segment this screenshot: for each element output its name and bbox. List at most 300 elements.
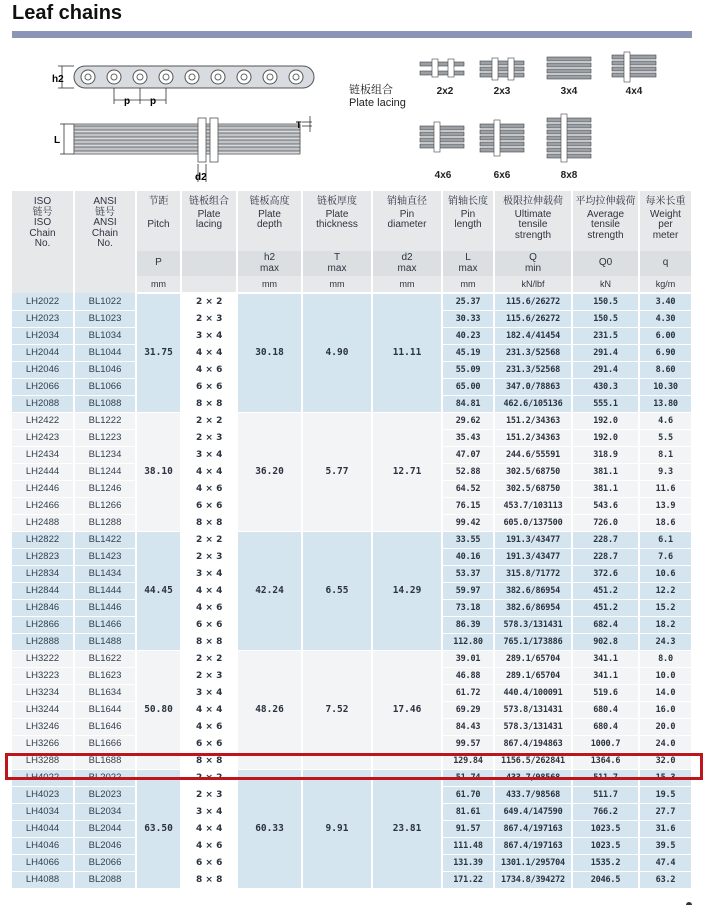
lacing-en2: lacing bbox=[195, 219, 223, 230]
unit-pitch: mm bbox=[136, 276, 181, 293]
cell-weight: 32.0 bbox=[639, 752, 692, 769]
cell-lacing: 2 × 3 bbox=[181, 310, 237, 327]
lacing-icon-4x4 bbox=[612, 52, 656, 82]
unit-depth: mm bbox=[237, 276, 302, 293]
cell-ansi-chain: BL1223 bbox=[74, 429, 136, 446]
ult-en2: tensile bbox=[518, 219, 548, 230]
cell-iso-chain: LH2444 bbox=[12, 463, 74, 480]
cell-pin-length: 40.23 bbox=[442, 327, 494, 344]
cell-ultimate-strength: 867.4/197163 bbox=[494, 837, 572, 854]
cell-weight: 10.6 bbox=[639, 565, 692, 582]
cell-iso-chain: LH2046 bbox=[12, 361, 74, 378]
unit-average: kN bbox=[572, 276, 639, 293]
cell-lacing: 6 × 6 bbox=[181, 854, 237, 871]
cell-average-strength: 150.5 bbox=[572, 293, 639, 310]
cell-iso-chain: LH3223 bbox=[12, 667, 74, 684]
cell-lacing: 4 × 6 bbox=[181, 718, 237, 735]
col-lacing bbox=[181, 191, 237, 251]
cell-ansi-chain: BL1046 bbox=[74, 361, 136, 378]
cell-ultimate-strength: 347.0/78863 bbox=[494, 378, 572, 395]
cell-pitch: 63.50 bbox=[136, 769, 181, 888]
cell-weight: 16.0 bbox=[639, 701, 692, 718]
chain-side-view bbox=[74, 66, 314, 88]
cell-ultimate-strength: 433.7/98568 bbox=[494, 769, 572, 786]
cell-pin-length: 129.84 bbox=[442, 752, 494, 769]
cell-ansi-chain: BL1022 bbox=[74, 293, 136, 310]
cell-weight: 27.7 bbox=[639, 803, 692, 820]
cell-lacing: 3 × 4 bbox=[181, 327, 237, 344]
cell-lacing: 2 × 2 bbox=[181, 412, 237, 429]
dim-T-label: T bbox=[296, 120, 302, 130]
cell-ultimate-strength: 433.7/98568 bbox=[494, 786, 572, 803]
iso-h1: ISO bbox=[33, 196, 52, 207]
cell-ansi-chain: BL1444 bbox=[74, 582, 136, 599]
cell-pin-diameter: 14.29 bbox=[372, 531, 442, 650]
cell-ultimate-strength: 462.6/105136 bbox=[494, 395, 572, 412]
cell-weight: 3.40 bbox=[639, 293, 692, 310]
cell-ultimate-strength: 382.6/86954 bbox=[494, 599, 572, 616]
lacing-name-8x8: 8x8 bbox=[560, 170, 578, 181]
cell-pin-length: 35.43 bbox=[442, 429, 494, 446]
cell-pin-length: 111.48 bbox=[442, 837, 494, 854]
cell-pin-length: 39.01 bbox=[442, 650, 494, 667]
cell-ultimate-strength: 578.3/131431 bbox=[494, 616, 572, 633]
cell-average-strength: 1364.6 bbox=[572, 752, 639, 769]
lacing-icon-2x2 bbox=[420, 59, 464, 77]
cell-iso-chain: LH4044 bbox=[12, 820, 74, 837]
cell-iso-chain: LH2434 bbox=[12, 446, 74, 463]
cell-ansi-chain: BL1088 bbox=[74, 395, 136, 412]
cell-average-strength: 766.2 bbox=[572, 803, 639, 820]
cell-ansi-chain: BL1222 bbox=[74, 412, 136, 429]
weight-en1: Weight bbox=[650, 208, 681, 220]
cell-ultimate-strength: 302.5/68750 bbox=[494, 463, 572, 480]
ult-en3: strength bbox=[514, 229, 552, 241]
cell-pin-length: 112.80 bbox=[442, 633, 494, 650]
cell-iso-chain: LH2466 bbox=[12, 497, 74, 514]
cell-iso-chain: LH2034 bbox=[12, 327, 74, 344]
ult-sym1: Q bbox=[529, 252, 537, 263]
cell-pin-length: 69.29 bbox=[442, 701, 494, 718]
cell-ansi-chain: BL1266 bbox=[74, 497, 136, 514]
cell-average-strength: 291.4 bbox=[572, 344, 639, 361]
cell-average-strength: 192.0 bbox=[572, 429, 639, 446]
cell-iso-chain: LH3222 bbox=[12, 650, 74, 667]
cell-weight: 6.00 bbox=[639, 327, 692, 344]
cell-iso-chain: LH2088 bbox=[12, 395, 74, 412]
cell-weight: 15.3 bbox=[639, 769, 692, 786]
iso-h3: ISO bbox=[33, 217, 52, 228]
cell-ultimate-strength: 289.1/65704 bbox=[494, 667, 572, 684]
cell-iso-chain: LH2023 bbox=[12, 310, 74, 327]
cell-weight: 5.5 bbox=[639, 429, 692, 446]
unit-pin-length: mm bbox=[442, 276, 494, 293]
cell-pin-length: 73.18 bbox=[442, 599, 494, 616]
cell-pin-length: 65.00 bbox=[442, 378, 494, 395]
cell-weight: 18.2 bbox=[639, 616, 692, 633]
cell-ansi-chain: BL1423 bbox=[74, 548, 136, 565]
cell-depth: 36.20 bbox=[237, 412, 302, 531]
cell-iso-chain: LH2844 bbox=[12, 582, 74, 599]
cell-ansi-chain: BL1244 bbox=[74, 463, 136, 480]
cell-average-strength: 511.7 bbox=[572, 769, 639, 786]
dim-h2-label: h2 bbox=[52, 74, 64, 85]
cell-iso-chain: LH2488 bbox=[12, 514, 74, 531]
cell-lacing: 6 × 6 bbox=[181, 378, 237, 395]
cell-weight: 8.0 bbox=[639, 650, 692, 667]
cell-iso-chain: LH2022 bbox=[12, 293, 74, 310]
cell-lacing: 2 × 3 bbox=[181, 548, 237, 565]
cell-lacing: 4 × 6 bbox=[181, 599, 237, 616]
cell-ansi-chain: BL2046 bbox=[74, 837, 136, 854]
cell-ultimate-strength: 1156.5/262841 bbox=[494, 752, 572, 769]
cell-iso-chain: LH3234 bbox=[12, 684, 74, 701]
cell-weight: 9.3 bbox=[639, 463, 692, 480]
title-rule bbox=[12, 31, 692, 38]
cell-average-strength: 231.5 bbox=[572, 327, 639, 344]
avg-cn: 平均拉伸载荷 bbox=[575, 196, 636, 207]
depth-sym1: h2 bbox=[263, 252, 276, 263]
cell-ansi-chain: BL1288 bbox=[74, 514, 136, 531]
cell-pin-diameter: 11.11 bbox=[372, 293, 442, 412]
cell-ansi-chain: BL1246 bbox=[74, 480, 136, 497]
weight-en3: meter bbox=[652, 229, 679, 241]
cell-average-strength: 430.3 bbox=[572, 378, 639, 395]
unit-ultimate: kN/lbf bbox=[494, 276, 572, 293]
cell-ultimate-strength: 867.4/194863 bbox=[494, 735, 572, 752]
cell-iso-chain: LH2846 bbox=[12, 599, 74, 616]
cell-ultimate-strength: 1301.1/295704 bbox=[494, 854, 572, 871]
cell-average-strength: 381.1 bbox=[572, 463, 639, 480]
cell-average-strength: 1000.7 bbox=[572, 735, 639, 752]
cell-average-strength: 682.4 bbox=[572, 616, 639, 633]
avg-en1: Average bbox=[586, 208, 625, 220]
cell-weight: 39.5 bbox=[639, 837, 692, 854]
cell-ansi-chain: BL2034 bbox=[74, 803, 136, 820]
cell-average-strength: 1535.2 bbox=[572, 854, 639, 871]
ansi-h4: Chain bbox=[91, 227, 119, 239]
cell-weight: 10.0 bbox=[639, 667, 692, 684]
cell-iso-chain: LH2044 bbox=[12, 344, 74, 361]
lacing-icon-3x4 bbox=[547, 57, 591, 79]
cell-ultimate-strength: 191.3/43477 bbox=[494, 548, 572, 565]
cell-iso-chain: LH2834 bbox=[12, 565, 74, 582]
depth-en1: Plate bbox=[258, 208, 281, 220]
cell-lacing: 4 × 6 bbox=[181, 361, 237, 378]
lacing-name-2x2: 2x2 bbox=[436, 86, 454, 97]
cell-weight: 6.90 bbox=[639, 344, 692, 361]
cell-depth: 30.18 bbox=[237, 293, 302, 412]
cell-ansi-chain: BL1446 bbox=[74, 599, 136, 616]
cell-average-strength: 1023.5 bbox=[572, 837, 639, 854]
plate-lacing-cn: 链板组合 bbox=[349, 84, 393, 96]
cell-average-strength: 451.2 bbox=[572, 599, 639, 616]
cell-ultimate-strength: 191.3/43477 bbox=[494, 531, 572, 548]
cell-average-strength: 519.6 bbox=[572, 684, 639, 701]
cell-average-strength: 291.4 bbox=[572, 361, 639, 378]
cell-iso-chain: LH4023 bbox=[12, 786, 74, 803]
cell-iso-chain: LH2422 bbox=[12, 412, 74, 429]
cell-weight: 10.30 bbox=[639, 378, 692, 395]
cell-pitch: 38.10 bbox=[136, 412, 181, 531]
cell-pin-length: 51.74 bbox=[442, 769, 494, 786]
depth-cn: 链板高度 bbox=[249, 196, 290, 207]
cell-lacing: 2 × 2 bbox=[181, 531, 237, 548]
chain-drawings bbox=[12, 46, 692, 188]
cell-ansi-chain: BL2044 bbox=[74, 820, 136, 837]
cell-lacing: 6 × 6 bbox=[181, 616, 237, 633]
cell-pin-length: 84.81 bbox=[442, 395, 494, 412]
cell-ansi-chain: BL1644 bbox=[74, 701, 136, 718]
cell-average-strength: 726.0 bbox=[572, 514, 639, 531]
cell-pin-length: 29.62 bbox=[442, 412, 494, 429]
cell-average-strength: 381.1 bbox=[572, 480, 639, 497]
cell-ultimate-strength: 867.4/197163 bbox=[494, 820, 572, 837]
cell-pin-length: 84.43 bbox=[442, 718, 494, 735]
avg-en2: tensile bbox=[591, 219, 620, 230]
cell-lacing: 8 × 8 bbox=[181, 752, 237, 769]
pindia-en2: diameter bbox=[387, 219, 427, 230]
pindia-cn: 销轴直径 bbox=[387, 196, 427, 207]
thickness-cn: 链板厚度 bbox=[317, 196, 357, 207]
cell-pin-length: 86.39 bbox=[442, 616, 494, 633]
cell-ultimate-strength: 765.1/173886 bbox=[494, 633, 572, 650]
cell-weight: 19.5 bbox=[639, 786, 692, 803]
cell-iso-chain: LH4066 bbox=[12, 854, 74, 871]
cell-average-strength: 1023.5 bbox=[572, 820, 639, 837]
cell-lacing: 3 × 4 bbox=[181, 565, 237, 582]
cell-ansi-chain: BL1623 bbox=[74, 667, 136, 684]
cell-pin-length: 59.97 bbox=[442, 582, 494, 599]
cell-pin-length: 30.33 bbox=[442, 310, 494, 327]
cell-iso-chain: LH3244 bbox=[12, 701, 74, 718]
cell-pin-length: 25.37 bbox=[442, 293, 494, 310]
lacing-icon-6x6 bbox=[480, 120, 524, 156]
cell-ultimate-strength: 289.1/65704 bbox=[494, 650, 572, 667]
lacing-name-6x6: 6x6 bbox=[493, 170, 511, 181]
lacing-name-2x3: 2x3 bbox=[493, 86, 511, 97]
pindia-sym2: max bbox=[397, 262, 417, 274]
cell-pitch: 44.45 bbox=[136, 531, 181, 650]
pitch-cn: 节距 bbox=[148, 196, 169, 207]
lacing-en1: Plate bbox=[197, 208, 221, 220]
avg-en3: strength bbox=[587, 229, 624, 241]
thickness-en2: thickness bbox=[316, 219, 358, 230]
cell-weight: 31.6 bbox=[639, 820, 692, 837]
cell-weight: 8.1 bbox=[639, 446, 692, 463]
cell-lacing: 8 × 8 bbox=[181, 514, 237, 531]
cell-weight: 13.80 bbox=[639, 395, 692, 412]
cell-lacing: 6 × 6 bbox=[181, 735, 237, 752]
cell-pin-length: 33.55 bbox=[442, 531, 494, 548]
cell-pin-length: 99.42 bbox=[442, 514, 494, 531]
cell-lacing: 2 × 2 bbox=[181, 769, 237, 786]
cell-pitch: 31.75 bbox=[136, 293, 181, 412]
cell-iso-chain: LH4046 bbox=[12, 837, 74, 854]
cell-lacing: 4 × 4 bbox=[181, 582, 237, 599]
chain-top-view bbox=[74, 118, 300, 162]
cell-pin-length: 55.09 bbox=[442, 361, 494, 378]
iso-h4: Chain bbox=[29, 227, 56, 239]
cell-lacing: 4 × 6 bbox=[181, 837, 237, 854]
cell-ultimate-strength: 578.3/131431 bbox=[494, 718, 572, 735]
cell-thickness: 7.52 bbox=[302, 650, 372, 769]
pinlen-cn: 销轴长度 bbox=[448, 196, 488, 207]
cell-weight: 4.30 bbox=[639, 310, 692, 327]
table-row bbox=[12, 293, 692, 310]
cell-iso-chain: LH2823 bbox=[12, 548, 74, 565]
unit-weight: kg/m bbox=[639, 276, 692, 293]
lacing-icon-4x6 bbox=[420, 122, 464, 152]
cell-ultimate-strength: 151.2/34363 bbox=[494, 429, 572, 446]
pinlen-sym2: max bbox=[458, 262, 478, 274]
sym-ultimate bbox=[494, 251, 572, 276]
cell-iso-chain: LH3246 bbox=[12, 718, 74, 735]
cell-pin-length: 47.07 bbox=[442, 446, 494, 463]
col-pitch bbox=[136, 191, 181, 251]
cell-average-strength: 318.9 bbox=[572, 446, 639, 463]
col-depth bbox=[237, 191, 302, 251]
cell-lacing: 3 × 4 bbox=[181, 446, 237, 463]
cell-weight: 11.6 bbox=[639, 480, 692, 497]
cell-depth: 42.24 bbox=[237, 531, 302, 650]
cell-ansi-chain: BL1666 bbox=[74, 735, 136, 752]
cell-weight: 14.0 bbox=[639, 684, 692, 701]
cell-pin-length: 53.37 bbox=[442, 565, 494, 582]
cell-weight: 4.6 bbox=[639, 412, 692, 429]
leaf-chain-spec-table bbox=[12, 191, 693, 889]
cell-iso-chain: LH3266 bbox=[12, 735, 74, 752]
col-ultimate-strength bbox=[494, 191, 572, 251]
cell-average-strength: 680.4 bbox=[572, 718, 639, 735]
cell-pitch: 50.80 bbox=[136, 650, 181, 769]
cell-weight: 8.60 bbox=[639, 361, 692, 378]
cell-weight: 20.0 bbox=[639, 718, 692, 735]
cell-pin-length: 61.72 bbox=[442, 684, 494, 701]
col-average-strength bbox=[572, 191, 639, 251]
cell-pin-length: 61.70 bbox=[442, 786, 494, 803]
cell-pin-length: 91.57 bbox=[442, 820, 494, 837]
cell-ultimate-strength: 382.6/86954 bbox=[494, 582, 572, 599]
cell-iso-chain: LH3288 bbox=[12, 752, 74, 769]
pinlen-en2: length bbox=[454, 219, 482, 230]
cell-iso-chain: LH4088 bbox=[12, 871, 74, 888]
ansi-h1: ANSI bbox=[93, 196, 117, 207]
cell-ultimate-strength: 649.4/147590 bbox=[494, 803, 572, 820]
cell-lacing: 8 × 8 bbox=[181, 633, 237, 650]
cell-pin-length: 81.61 bbox=[442, 803, 494, 820]
table-row bbox=[12, 412, 692, 429]
depth-en2: depth bbox=[256, 219, 283, 230]
table-row bbox=[12, 531, 692, 548]
cell-ultimate-strength: 115.6/26272 bbox=[494, 310, 572, 327]
cell-thickness: 5.77 bbox=[302, 412, 372, 531]
dim-p-label-1: p bbox=[124, 96, 131, 107]
cell-ultimate-strength: 231.3/52568 bbox=[494, 361, 572, 378]
cell-depth: 60.33 bbox=[237, 769, 302, 888]
plate-lacing-label bbox=[349, 84, 406, 110]
cell-lacing: 2 × 2 bbox=[181, 650, 237, 667]
cell-average-strength: 372.6 bbox=[572, 565, 639, 582]
iso-h5: No. bbox=[34, 238, 51, 249]
col-ansi-chain bbox=[74, 191, 136, 293]
cell-ansi-chain: BL1034 bbox=[74, 327, 136, 344]
cell-ansi-chain: BL1422 bbox=[74, 531, 136, 548]
cell-pin-length: 52.88 bbox=[442, 463, 494, 480]
unit-thickness: mm bbox=[302, 276, 372, 293]
col-pin-diameter bbox=[372, 191, 442, 251]
cell-thickness: 9.91 bbox=[302, 769, 372, 888]
sym-thickness bbox=[302, 251, 372, 276]
cell-iso-chain: LH4034 bbox=[12, 803, 74, 820]
cell-weight: 13.9 bbox=[639, 497, 692, 514]
cell-ansi-chain: BL2022 bbox=[74, 769, 136, 786]
cell-ultimate-strength: 302.5/68750 bbox=[494, 480, 572, 497]
ult-en1: Ultimate bbox=[514, 208, 552, 220]
cell-average-strength: 341.1 bbox=[572, 650, 639, 667]
lacing-cn: 链板组合 bbox=[189, 196, 229, 207]
cell-pin-length: 99.57 bbox=[442, 735, 494, 752]
ansi-h2: 链号 bbox=[95, 206, 115, 218]
col-pin-length bbox=[442, 191, 494, 251]
cell-ultimate-strength: 440.4/100091 bbox=[494, 684, 572, 701]
cell-iso-chain: LH2446 bbox=[12, 480, 74, 497]
dim-L-label: L bbox=[54, 135, 61, 146]
cell-lacing: 3 × 4 bbox=[181, 684, 237, 701]
lacing-name-4x6: 4x6 bbox=[434, 170, 452, 181]
cell-average-strength: 228.7 bbox=[572, 531, 639, 548]
cell-average-strength: 341.1 bbox=[572, 667, 639, 684]
dim-p-label-2: p bbox=[150, 96, 157, 107]
cell-ultimate-strength: 573.8/131431 bbox=[494, 701, 572, 718]
table-row bbox=[12, 769, 692, 786]
lacing-name-3x4: 3x4 bbox=[560, 86, 578, 97]
table-row bbox=[12, 650, 692, 667]
col-iso-chain bbox=[12, 191, 74, 293]
dim-d2-label: d2 bbox=[195, 172, 207, 183]
depth-sym2: max bbox=[260, 262, 279, 274]
cell-pin-length: 131.39 bbox=[442, 854, 494, 871]
cell-lacing: 4 × 4 bbox=[181, 820, 237, 837]
cell-iso-chain: LH2866 bbox=[12, 616, 74, 633]
cell-weight: 12.2 bbox=[639, 582, 692, 599]
cell-ultimate-strength: 315.8/71772 bbox=[494, 565, 572, 582]
cell-average-strength: 680.4 bbox=[572, 701, 639, 718]
ult-sym2: min bbox=[524, 262, 542, 274]
weight-cn: 每米长重 bbox=[645, 196, 686, 207]
cell-depth: 48.26 bbox=[237, 650, 302, 769]
cell-ansi-chain: BL1488 bbox=[74, 633, 136, 650]
ansi-h5: No. bbox=[97, 238, 113, 249]
cell-lacing: 3 × 4 bbox=[181, 803, 237, 820]
cell-pin-length: 64.52 bbox=[442, 480, 494, 497]
cell-lacing: 2 × 2 bbox=[181, 293, 237, 310]
cell-iso-chain: LH4022 bbox=[12, 769, 74, 786]
cell-ansi-chain: BL1434 bbox=[74, 565, 136, 582]
cell-iso-chain: LH2822 bbox=[12, 531, 74, 548]
cell-ansi-chain: BL1622 bbox=[74, 650, 136, 667]
table-body bbox=[12, 293, 692, 888]
page-corner-mark bbox=[686, 902, 692, 905]
cell-pin-length: 171.22 bbox=[442, 871, 494, 888]
sym-average: Q0 bbox=[572, 251, 639, 276]
unit-pin-diameter: mm bbox=[372, 276, 442, 293]
cell-lacing: 6 × 6 bbox=[181, 497, 237, 514]
cell-pin-length: 45.19 bbox=[442, 344, 494, 361]
cell-ansi-chain: BL1646 bbox=[74, 718, 136, 735]
cell-lacing: 2 × 3 bbox=[181, 786, 237, 803]
cell-ansi-chain: BL2066 bbox=[74, 854, 136, 871]
